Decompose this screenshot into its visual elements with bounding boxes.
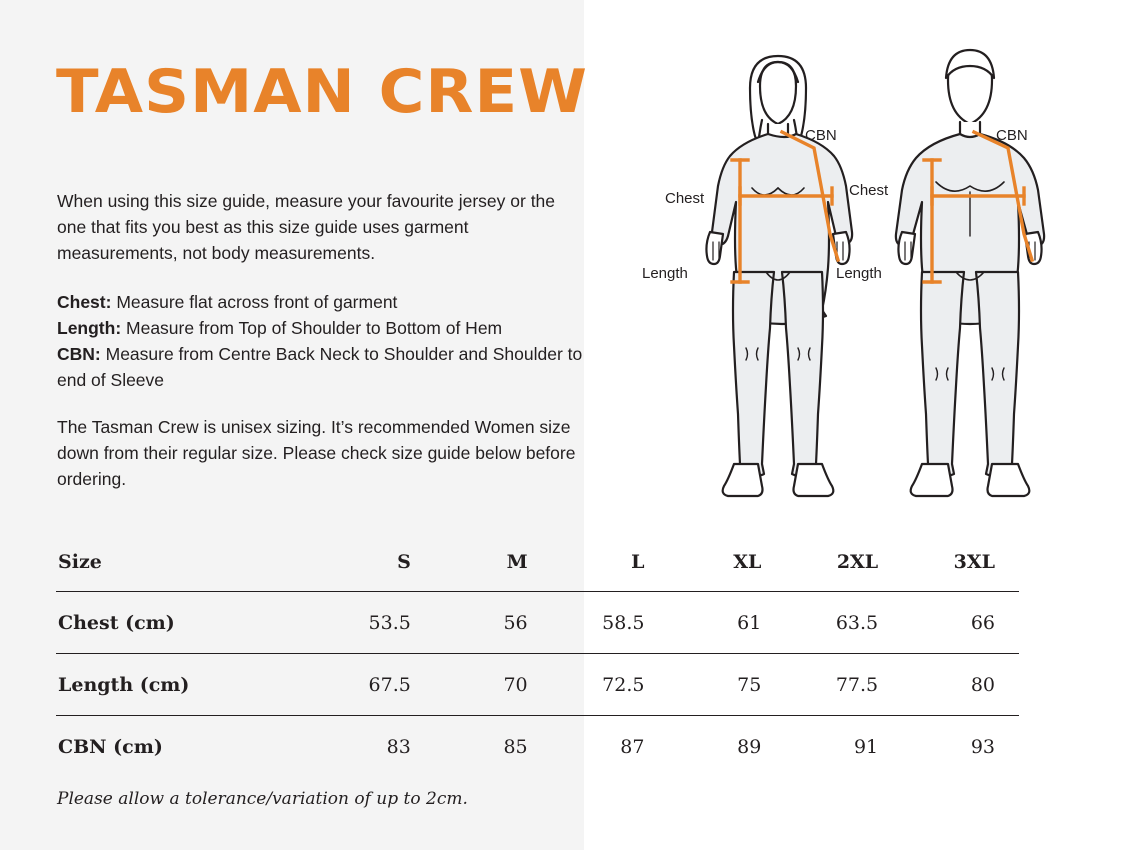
chest-2xl: 63.5 — [835, 611, 879, 634]
definitions-list — [57, 289, 597, 393]
definition-chest-text: Measure flat across front of garment — [111, 292, 398, 312]
row-label-chest: Chest (cm) — [58, 611, 175, 634]
definition-cbn-term: CBN: — [57, 344, 101, 364]
header-l: L — [631, 551, 645, 573]
row-label-length: Length (cm) — [58, 673, 190, 696]
definition-length — [57, 315, 597, 341]
cbn-s: 83 — [386, 735, 411, 758]
page-title: TASMAN CREW — [56, 57, 589, 127]
header-2xl: 2XL — [836, 551, 879, 573]
definition-cbn — [57, 341, 597, 393]
tolerance-note: Please allow a tolerance/variation of up to 2cm. — [57, 789, 468, 809]
header-size: Size — [58, 551, 102, 573]
cbn-2xl: 91 — [853, 735, 879, 758]
female-cbn-label: CBN — [805, 127, 837, 144]
chest-m: 56 — [503, 611, 528, 634]
table-row — [56, 592, 1019, 654]
male-length-label: Length — [836, 265, 882, 282]
row-label-cbn: CBN (cm) — [58, 735, 163, 758]
intro-paragraph: When using this size guide, measure your favourite jersey or the one that fits you best as this size guide uses garment measurements, not body measurements. — [57, 191, 556, 263]
figures-illustration — [600, 20, 1100, 520]
chest-xl: 61 — [737, 611, 762, 634]
male-chest-label: Chest — [849, 182, 889, 199]
chest-s: 53.5 — [368, 611, 411, 634]
female-chest-label: Chest — [665, 190, 705, 207]
chest-l: 58.5 — [602, 611, 645, 634]
header-xl: XL — [733, 551, 762, 573]
cbn-3xl: 93 — [970, 735, 995, 758]
male-figure — [896, 50, 1044, 496]
sizing-note: The Tasman Crew is unisex sizing. It’s recommended Women size down from their regular size. Please check size guide below before ordering. — [57, 417, 576, 489]
size-table — [56, 533, 1019, 777]
definition-cbn-text: Measure from Centre Back Neck to Shoulder and Shoulder to end of Sleeve — [57, 344, 583, 390]
table-row — [56, 654, 1019, 716]
length-2xl: 77.5 — [835, 673, 879, 696]
definition-length-term: Length: — [57, 318, 122, 338]
header-3xl: 3XL — [953, 551, 995, 573]
length-xl: 75 — [737, 673, 762, 696]
definition-length-text: Measure from Top of Shoulder to Bottom of Hem — [121, 318, 503, 338]
length-3xl: 80 — [970, 673, 995, 696]
size-table-head — [56, 533, 1019, 592]
header-s: S — [397, 551, 411, 573]
table-header-row — [56, 533, 1019, 592]
size-table-element — [56, 533, 1019, 777]
chest-3xl: 66 — [970, 611, 995, 634]
definition-chest — [57, 289, 597, 315]
female-length-label: Length — [642, 265, 688, 282]
cbn-l: 87 — [620, 735, 645, 758]
header-m: M — [506, 551, 528, 573]
cbn-m: 85 — [503, 735, 528, 758]
length-m: 70 — [503, 673, 528, 696]
length-s: 67.5 — [368, 673, 411, 696]
size-table-body — [56, 592, 1019, 778]
definition-chest-term: Chest: — [57, 292, 112, 312]
length-l: 72.5 — [602, 673, 645, 696]
table-row — [56, 716, 1019, 778]
male-cbn-label: CBN — [996, 127, 1028, 144]
cbn-xl: 89 — [737, 735, 762, 758]
female-figure — [706, 56, 852, 496]
